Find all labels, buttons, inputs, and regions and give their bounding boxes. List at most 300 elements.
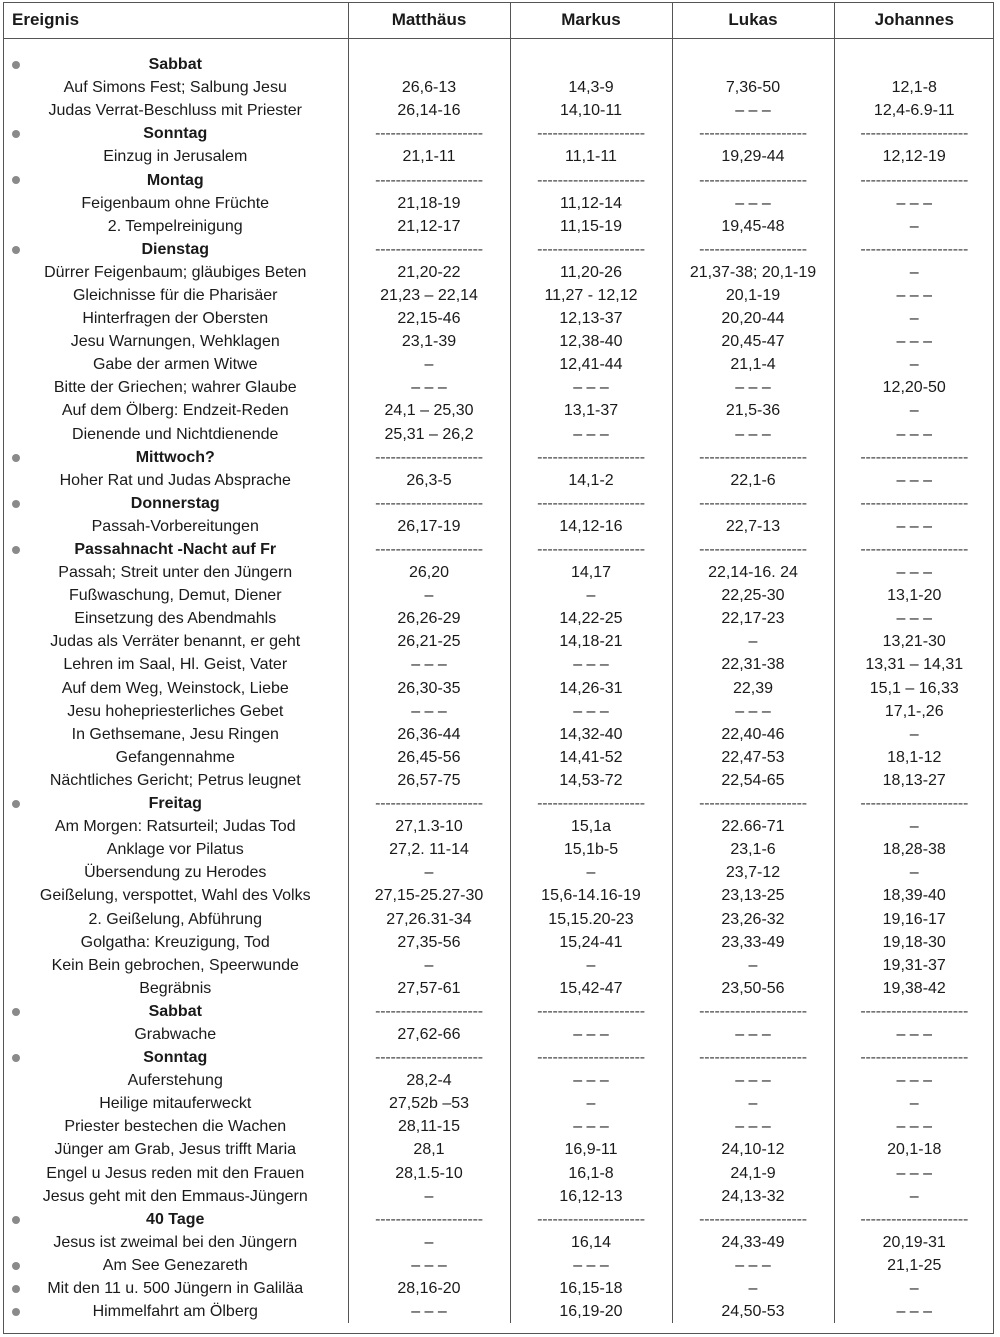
markus-cell: ---------------------: [510, 1000, 672, 1023]
matthaeus-cell: 28,2-4: [348, 1069, 510, 1092]
johannes-cell: – – –: [896, 286, 933, 304]
markus-cell: – – –: [510, 1115, 672, 1138]
table-row: [3, 1185, 994, 1208]
matthaeus-cell: 27,15-25.27-30: [348, 884, 510, 907]
johannes-cell: ---------------------: [860, 125, 969, 143]
markus-cell: 12,13-37: [510, 307, 672, 330]
event-label: In Gethsemane, Jesu Ringen: [71, 725, 279, 743]
johannes-cell: ---------------------: [860, 541, 969, 559]
johannes-cell: – – –: [896, 194, 933, 212]
day-heading-row: [3, 1046, 994, 1069]
event-label: Jesu Warnungen, Wehklagen: [70, 333, 280, 351]
event-cell: [3, 307, 348, 330]
event-label: Jünger am Grab, Jesus trifft Maria: [54, 1141, 297, 1159]
markus-cell: 14,12-16: [510, 515, 672, 538]
table-row: [3, 192, 994, 215]
matthaeus-cell: ---------------------: [348, 238, 510, 261]
lukas-cell: 24,13-32: [672, 1185, 834, 1208]
lukas-cell: 19,45-48: [672, 215, 834, 238]
lukas-cell: ---------------------: [672, 792, 834, 815]
lukas-cell: ---------------------: [672, 122, 834, 145]
lukas-cell: 22,47-53: [672, 746, 834, 769]
event-cell: [3, 469, 348, 492]
markus-cell: 11,12-14: [510, 192, 672, 215]
event-label: Sonntag: [143, 1049, 208, 1067]
matthaeus-cell: –: [348, 584, 510, 607]
matthaeus-cell: –: [348, 353, 510, 376]
matthaeus-cell: –: [348, 954, 510, 977]
markus-cell: 14,26-31: [510, 677, 672, 700]
markus-cell: 16,1-8: [510, 1162, 672, 1185]
day-heading-row: [3, 792, 994, 815]
markus-cell: –: [510, 584, 672, 607]
table-row: [3, 954, 994, 977]
bullet-icon: [12, 1216, 20, 1224]
event-label: Gleichnisse für die Pharisäer: [72, 286, 278, 304]
markus-cell: – – –: [510, 653, 672, 676]
table-row: [3, 145, 994, 168]
day-heading-row: [3, 1000, 994, 1023]
event-label: Am Morgen: Ratsurteil; Judas Tod: [54, 818, 296, 836]
table-row: [3, 1277, 994, 1300]
lukas-cell: –: [672, 1092, 834, 1115]
event-label: Mit den 11 u. 500 Jüngern in Galiläa: [47, 1280, 304, 1298]
event-label: Jesu hohepriesterliches Gebet: [67, 702, 284, 720]
markus-cell: 14,32-40: [510, 723, 672, 746]
event-cell: [3, 1138, 348, 1161]
markus-cell: 13,1-37: [510, 399, 672, 422]
event-cell: [3, 723, 348, 746]
johannes-cell: ---------------------: [860, 1210, 969, 1228]
johannes-cell: 12,12-19: [882, 148, 946, 166]
matthaeus-cell: ---------------------: [348, 1000, 510, 1023]
event-label: Am See Genezareth: [102, 1256, 248, 1274]
lukas-cell: 22,25-30: [672, 584, 834, 607]
header-row: [3, 2, 994, 39]
johannes-cell: – – –: [896, 425, 933, 443]
event-label: 2. Tempelreinigung: [107, 217, 243, 235]
markus-cell: – – –: [510, 376, 672, 399]
event-label: Hoher Rat und Judas Absprache: [59, 471, 291, 489]
johannes-cell: 20,19-31: [882, 1233, 946, 1251]
event-cell: [3, 192, 348, 215]
table-row: [3, 607, 994, 630]
matthaeus-cell: 28,16-20: [348, 1277, 510, 1300]
matthaeus-cell: 21,1-11: [348, 145, 510, 168]
lukas-cell: ---------------------: [672, 238, 834, 261]
markus-cell: – – –: [510, 700, 672, 723]
matthaeus-cell: 26,3-5: [348, 469, 510, 492]
matthaeus-cell: – – –: [348, 1254, 510, 1277]
matthaeus-cell: 26,14-16: [348, 99, 510, 122]
matthaeus-cell: 26,36-44: [348, 723, 510, 746]
table-row: [3, 746, 994, 769]
event-label: Sabbat: [148, 1002, 202, 1020]
markus-cell: –: [510, 1092, 672, 1115]
event-label: Geißelung, verspottet, Wahl des Volks: [39, 887, 311, 905]
event-label: 2. Geißelung, Abführung: [88, 910, 262, 928]
matthaeus-cell: [348, 53, 510, 76]
table-body: [3, 39, 994, 1324]
table-row: [3, 1162, 994, 1185]
event-label: Mittwoch?: [135, 448, 215, 466]
lukas-cell: 7,36-50: [672, 76, 834, 99]
event-label: Lehren im Saal, Hl. Geist, Vater: [63, 656, 288, 674]
matthaeus-cell: 21,18-19: [348, 192, 510, 215]
johannes-cell: 19,31-37: [882, 956, 946, 974]
table-row: [3, 1092, 994, 1115]
lukas-cell: ---------------------: [672, 492, 834, 515]
event-label: Sonntag: [143, 125, 208, 143]
event-label: Passah; Streit unter den Jüngern: [58, 564, 293, 582]
synopsis-table: [3, 2, 994, 1323]
event-label: Bitte der Griechen; wahrer Glaube: [53, 379, 297, 397]
johannes-cell: ---------------------: [860, 1049, 969, 1067]
matthaeus-cell: 27,26.31-34: [348, 907, 510, 930]
johannes-cell: ---------------------: [860, 494, 969, 512]
event-cell: [3, 1023, 348, 1046]
matthaeus-cell: 27,62-66: [348, 1023, 510, 1046]
day-heading-row: [3, 168, 994, 191]
lukas-cell: 20,1-19: [672, 284, 834, 307]
matthaeus-cell: ---------------------: [348, 1046, 510, 1069]
table-row: [3, 931, 994, 954]
event-cell: [3, 399, 348, 422]
markus-cell: ---------------------: [510, 1208, 672, 1231]
johannes-cell: –: [909, 1187, 919, 1205]
header-ereignis: Ereignis: [3, 2, 348, 39]
lukas-cell: 24,1-9: [672, 1162, 834, 1185]
johannes-cell: – – –: [896, 333, 933, 351]
lukas-cell: – – –: [672, 99, 834, 122]
lukas-cell: – – –: [672, 700, 834, 723]
markus-cell: –: [510, 954, 672, 977]
johannes-cell: –: [909, 818, 919, 836]
table-row: [3, 99, 994, 122]
lukas-cell: 19,29-44: [672, 145, 834, 168]
markus-cell: – – –: [510, 423, 672, 446]
johannes-cell: 12,4-6.9-11: [873, 102, 955, 120]
day-label-cell: [3, 792, 348, 815]
markus-cell: 14,17: [510, 561, 672, 584]
table-row: [3, 838, 994, 861]
lukas-cell: – – –: [672, 1069, 834, 1092]
event-label: Golgatha: Kreuzigung, Tod: [80, 933, 270, 951]
lukas-cell: –: [672, 630, 834, 653]
johannes-cell: – – –: [896, 1072, 933, 1090]
johannes-cell: 18,13-27: [882, 771, 946, 789]
event-cell: [3, 861, 348, 884]
matthaeus-cell: 21,23 – 22,14: [348, 284, 510, 307]
day-label-cell: [3, 1000, 348, 1023]
matthaeus-cell: 28,1.5-10: [348, 1162, 510, 1185]
event-cell: [3, 907, 348, 930]
johannes-cell: 12,20-50: [882, 379, 946, 397]
lukas-cell: 24,10-12: [672, 1138, 834, 1161]
lukas-cell: – – –: [672, 1254, 834, 1277]
bullet-icon: [12, 130, 20, 138]
matthaeus-cell: 28,1: [348, 1138, 510, 1161]
johannes-cell: –: [909, 725, 919, 743]
event-cell: [3, 630, 348, 653]
johannes-cell: – – –: [896, 517, 933, 535]
event-cell: [3, 884, 348, 907]
matthaeus-cell: –: [348, 861, 510, 884]
day-label-cell: [3, 168, 348, 191]
table-row: [3, 723, 994, 746]
event-label: Feigenbaum ohne Früchte: [81, 194, 270, 212]
johannes-cell: – – –: [896, 1025, 933, 1043]
matthaeus-cell: 21,12-17: [348, 215, 510, 238]
bullet-icon: [12, 546, 20, 554]
event-label: Nächtliches Gericht; Petrus leugnet: [49, 771, 301, 789]
lukas-cell: 22,54-65: [672, 769, 834, 792]
lukas-cell: ---------------------: [672, 538, 834, 561]
day-heading-row: [3, 122, 994, 145]
matthaeus-cell: 28,11-15: [348, 1115, 510, 1138]
markus-cell: 14,10-11: [510, 99, 672, 122]
markus-cell: 14,53-72: [510, 769, 672, 792]
table-row: [3, 700, 994, 723]
johannes-cell: 19,38-42: [882, 979, 946, 997]
matthaeus-cell: 26,26-29: [348, 607, 510, 630]
event-label: Himmelfahrt am Ölberg: [92, 1303, 258, 1321]
day-label-cell: [3, 1046, 348, 1069]
matthaeus-cell: 26,45-56: [348, 746, 510, 769]
bullet-icon: [12, 1262, 20, 1270]
markus-cell: –: [510, 861, 672, 884]
johannes-cell: –: [909, 864, 919, 882]
johannes-cell: –: [909, 402, 919, 420]
table-row: [3, 584, 994, 607]
lukas-cell: 23,1-6: [672, 838, 834, 861]
day-label-cell: [3, 446, 348, 469]
lukas-cell: 22,39: [672, 677, 834, 700]
header-lukas: Lukas: [672, 2, 834, 39]
markus-cell: 14,3-9: [510, 76, 672, 99]
matthaeus-cell: 25,31 – 26,2: [348, 423, 510, 446]
event-cell: [3, 284, 348, 307]
table-row: [3, 353, 994, 376]
bullet-icon: [12, 1054, 20, 1062]
bullet-icon: [12, 61, 20, 69]
event-cell: [3, 215, 348, 238]
lukas-cell: – – –: [672, 376, 834, 399]
table-row: [3, 769, 994, 792]
markus-cell: 16,12-13: [510, 1185, 672, 1208]
markus-cell: 11,1-11: [510, 145, 672, 168]
event-cell: [3, 423, 348, 446]
table-row: [3, 677, 994, 700]
lukas-cell: 23,13-25: [672, 884, 834, 907]
markus-cell: 16,19-20: [510, 1300, 672, 1323]
event-cell: [3, 653, 348, 676]
table-row: [3, 1300, 994, 1323]
johannes-cell: – – –: [896, 1164, 933, 1182]
matthaeus-cell: – – –: [348, 653, 510, 676]
event-label: Auf dem Weg, Weinstock, Liebe: [61, 679, 289, 697]
matthaeus-cell: ---------------------: [348, 792, 510, 815]
event-cell: [3, 1231, 348, 1254]
lukas-cell: 23,50-56: [672, 977, 834, 1000]
table-row: [3, 307, 994, 330]
event-label: Grabwache: [134, 1025, 217, 1043]
event-label: Passah-Vorbereitungen: [91, 517, 259, 535]
event-label: Dienstag: [141, 240, 210, 258]
event-cell: [3, 1162, 348, 1185]
table-row: [3, 1231, 994, 1254]
event-cell: [3, 1069, 348, 1092]
table-row: [3, 215, 994, 238]
johannes-cell: –: [909, 1280, 919, 1298]
table-row: [3, 815, 994, 838]
matthaeus-cell: ---------------------: [348, 1208, 510, 1231]
table-row: [3, 76, 994, 99]
markus-cell: 15,42-47: [510, 977, 672, 1000]
lukas-cell: 22.66-71: [672, 815, 834, 838]
event-cell: [3, 99, 348, 122]
event-cell: [3, 954, 348, 977]
matthaeus-cell: 26,20: [348, 561, 510, 584]
bullet-icon: [12, 1308, 20, 1316]
matthaeus-cell: ---------------------: [348, 492, 510, 515]
matthaeus-cell: 27,57-61: [348, 977, 510, 1000]
johannes-cell: 19,18-30: [882, 933, 946, 951]
table-row: [3, 884, 994, 907]
day-label-cell: [3, 238, 348, 261]
matthaeus-cell: 26,30-35: [348, 677, 510, 700]
lukas-cell: 21,5-36: [672, 399, 834, 422]
johannes-cell: ---------------------: [860, 171, 969, 189]
event-cell: [3, 607, 348, 630]
event-label: Montag: [146, 171, 204, 189]
event-cell: [3, 1092, 348, 1115]
matthaeus-cell: 26,6-13: [348, 76, 510, 99]
event-cell: [3, 931, 348, 954]
event-cell: [3, 515, 348, 538]
table-row: [3, 469, 994, 492]
event-label: Einzug in Jerusalem: [103, 148, 248, 166]
markus-cell: ---------------------: [510, 792, 672, 815]
event-cell: [3, 584, 348, 607]
event-cell: [3, 815, 348, 838]
event-label: Sabbat: [148, 56, 202, 74]
table-row: [3, 653, 994, 676]
lukas-cell: 23,7-12: [672, 861, 834, 884]
event-cell: [3, 376, 348, 399]
bullet-icon: [12, 1008, 20, 1016]
lukas-cell: 24,33-49: [672, 1231, 834, 1254]
markus-cell: 16,9-11: [510, 1138, 672, 1161]
event-label: Übersendung zu Herodes: [84, 864, 267, 882]
day-heading-row: [3, 446, 994, 469]
event-cell: [3, 261, 348, 284]
markus-cell: ---------------------: [510, 538, 672, 561]
day-heading-row: [3, 238, 994, 261]
markus-cell: 14,22-25: [510, 607, 672, 630]
markus-cell: 15,1b-5: [510, 838, 672, 861]
event-cell: [3, 76, 348, 99]
markus-cell: ---------------------: [510, 1046, 672, 1069]
day-heading-row: [3, 53, 994, 76]
matthaeus-cell: 26,17-19: [348, 515, 510, 538]
lukas-cell: 22,31-38: [672, 653, 834, 676]
markus-cell: – – –: [510, 1069, 672, 1092]
matthaeus-cell: –: [348, 1185, 510, 1208]
markus-cell: 14,1-2: [510, 469, 672, 492]
markus-cell: – – –: [510, 1023, 672, 1046]
johannes-cell: ---------------------: [860, 795, 969, 813]
markus-cell: 12,41-44: [510, 353, 672, 376]
event-label: Auf Simons Fest; Salbung Jesu: [63, 79, 287, 97]
event-cell: [3, 330, 348, 353]
event-cell: [3, 700, 348, 723]
event-cell: [3, 746, 348, 769]
bullet-icon: [12, 176, 20, 184]
event-cell: [3, 1300, 348, 1323]
day-label-cell: [3, 538, 348, 561]
lukas-cell: – – –: [672, 1115, 834, 1138]
johannes-cell: – – –: [896, 610, 933, 628]
table-row: [3, 1254, 994, 1277]
event-label: Kein Bein gebrochen, Speerwunde: [51, 956, 299, 974]
markus-cell: ---------------------: [510, 492, 672, 515]
johannes-cell: 13,1-20: [887, 587, 942, 605]
lukas-cell: 23,26-32: [672, 907, 834, 930]
table-row: [3, 399, 994, 422]
lukas-cell: [672, 53, 834, 76]
lukas-cell: –: [672, 1277, 834, 1300]
johannes-cell: 15,1 – 16,33: [869, 679, 959, 697]
johannes-cell: –: [909, 217, 919, 235]
table-row: [3, 1138, 994, 1161]
header-johannes: Johannes: [834, 2, 994, 39]
event-label: Judas als Verräter benannt, er geht: [50, 633, 301, 651]
lukas-cell: 21,37-38; 20,1-19: [672, 261, 834, 284]
markus-cell: 11,27 - 12,12: [510, 284, 672, 307]
matthaeus-cell: 26,21-25: [348, 630, 510, 653]
table-row: [3, 423, 994, 446]
lukas-cell: ---------------------: [672, 1000, 834, 1023]
markus-cell: [510, 53, 672, 76]
matthaeus-cell: 27,35-56: [348, 931, 510, 954]
markus-cell: 14,41-52: [510, 746, 672, 769]
matthaeus-cell: – – –: [348, 1300, 510, 1323]
day-heading-row: [3, 538, 994, 561]
johannes-cell: 19,16-17: [882, 910, 946, 928]
event-label: Jesus geht mit den Emmaus-Jüngern: [42, 1187, 308, 1205]
matthaeus-cell: –: [348, 1231, 510, 1254]
lukas-cell: 24,50-53: [672, 1300, 834, 1323]
spacer-row: [3, 39, 994, 54]
event-label: Jesus ist zweimal bei den Jüngern: [53, 1233, 298, 1251]
matthaeus-cell: ---------------------: [348, 122, 510, 145]
markus-cell: 14,18-21: [510, 630, 672, 653]
johannes-cell: 18,39-40: [882, 887, 946, 905]
event-label: Auferstehung: [127, 1072, 223, 1090]
table-row: [3, 907, 994, 930]
table-row: [3, 977, 994, 1000]
markus-cell: 15,1a: [510, 815, 672, 838]
matthaeus-cell: ---------------------: [348, 168, 510, 191]
johannes-cell: –: [909, 310, 919, 328]
table-row: [3, 861, 994, 884]
event-cell: [3, 353, 348, 376]
event-cell: [3, 838, 348, 861]
markus-cell: ---------------------: [510, 122, 672, 145]
bullet-icon: [12, 500, 20, 508]
markus-cell: 15,15.20-23: [510, 907, 672, 930]
